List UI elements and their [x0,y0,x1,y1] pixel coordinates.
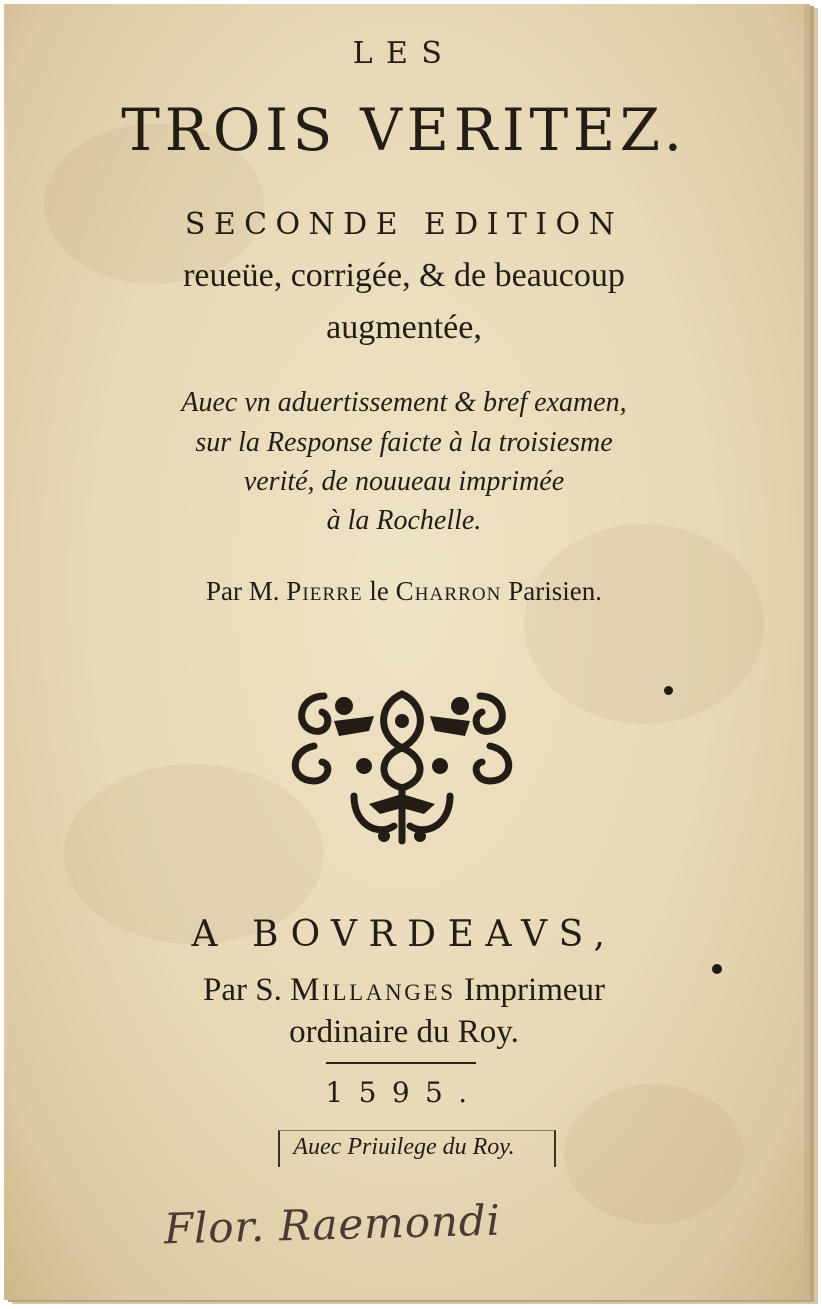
author-suffix: Parisien. [508,576,602,606]
imprint-place: A BOVRDEAVS, [191,914,617,955]
title-line-1: LES [352,36,456,71]
description-line-4: à la Rochelle. [326,505,482,536]
printers-fleuron-ornament-icon [284,676,520,848]
author-last-name: Charron [395,576,502,606]
author-particle: le [369,576,389,606]
title-line-2: TROIS VERITEZ. [121,96,687,164]
ownership-inscription: Flor. Raemondi [163,1195,502,1254]
ink-spot [712,964,722,974]
printer-prefix: Par S. [203,972,282,1008]
ink-spot [664,686,673,695]
decorative-rule [326,1062,476,1064]
description-line-2: sur la Response faicte à la troisiesme [195,427,613,458]
printer-name: Millanges [290,972,456,1008]
edition-line-3: augmentée, [326,309,482,346]
edition-heading: SECONDE EDITION [184,207,624,242]
imprint-privilege: Auec Priuilege du Roy. [293,1134,515,1160]
author-prefix: Par M. [206,576,280,606]
author-first-name: Pierre [286,576,363,606]
title-page [4,4,810,1300]
paper-stain [524,524,764,724]
edition-line-2: reueüe, corrigée, & de beaucoup [183,257,625,294]
author-line [4,576,804,607]
printer-role: Imprimeur [463,972,605,1008]
imprint-year: 1595. [325,1076,483,1109]
description-line-1: Auec vn aduertissement & bref examen, [181,387,627,418]
imprint-printer-line-1 [4,972,804,1009]
imprint-printer-line-2: ordinaire du Roy. [289,1014,519,1050]
description-line-3: verité, de nouueau imprimée [243,466,565,497]
